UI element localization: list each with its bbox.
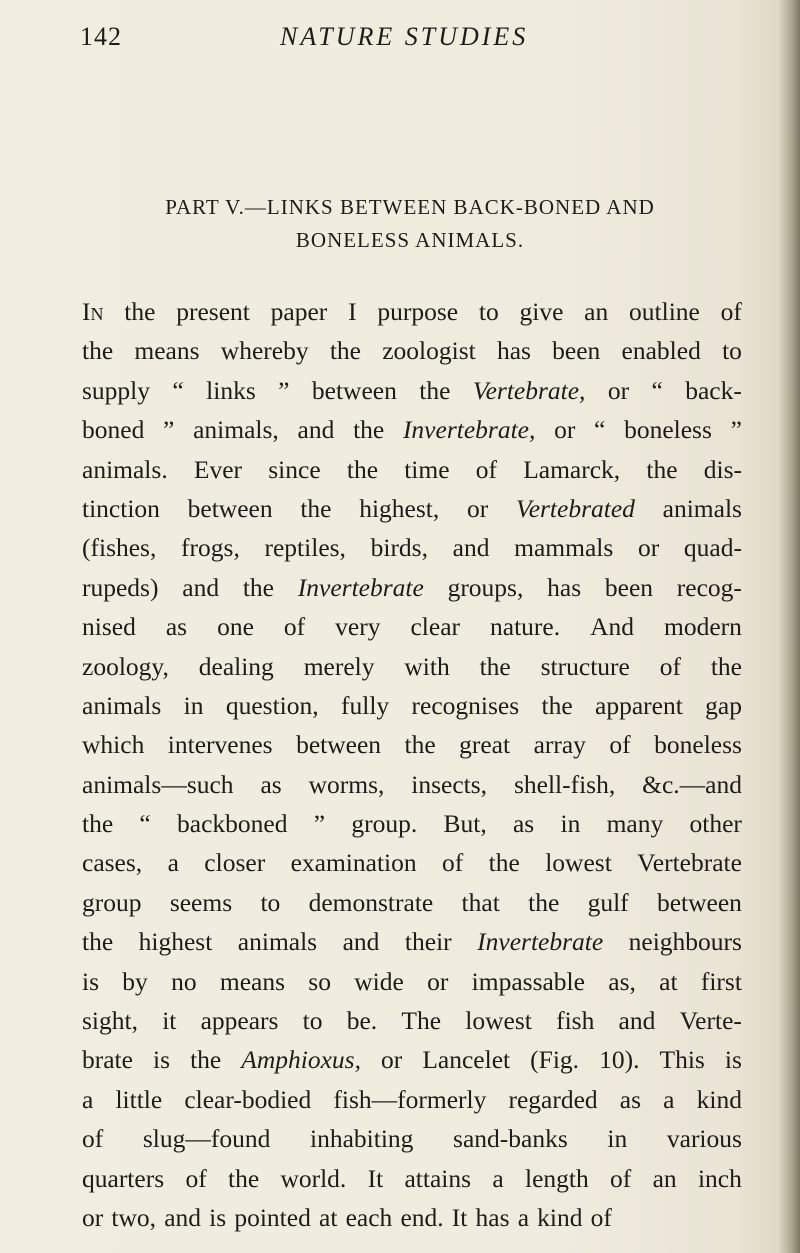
text-line: boned ” animals, and the Invertebrate, or “ boneless ”	[82, 415, 742, 445]
page-number: 142	[80, 22, 122, 51]
text-line: of slug—found inhabiting sand-banks in various	[82, 1124, 742, 1154]
running-title: NATURE STUDIES	[280, 22, 529, 51]
text-line: quarters of the world. It attains a length of an inch	[82, 1163, 742, 1193]
text-line: the highest animals and their Invertebrate neighbours	[82, 927, 742, 957]
body-paragraph	[82, 292, 742, 1237]
text-line: which intervenes between the great array of boneless	[82, 730, 742, 760]
text-line: or two, and is pointed at each end. It has a kind of	[82, 1202, 612, 1232]
text-line: tinction between the highest, or Vertebrated animals	[82, 493, 742, 523]
text-line: a little clear-bodied fish—formerly regarded as a kind	[82, 1084, 742, 1114]
text-line: sight, it appears to be. The lowest fish and Verte-	[82, 1006, 742, 1036]
text-line: cases, a closer examination of the lowest Vertebrate	[82, 848, 742, 878]
text-line: animals in question, fully recognises the apparent gap	[82, 690, 742, 720]
text-line: animals. Ever since the time of Lamarck, the dis-	[82, 454, 742, 484]
text-line: the means whereby the zoologist has been enabled to	[82, 336, 742, 366]
running-head	[80, 22, 720, 58]
text-line: the “ backboned ” group. But, as in many other	[82, 809, 742, 839]
text-line: rupeds) and the Invertebrate groups, has been recog-	[82, 572, 742, 602]
text-line: supply “ links ” between the Vertebrate, or “ back-	[82, 375, 742, 405]
text-line: is by no means so wide or impassable as, at first	[82, 966, 742, 996]
section-heading-line-1: PART V.—LINKS BETWEEN BACK-BONED AND	[165, 195, 655, 219]
section-heading-line-2: BONELESS ANIMALS.	[295, 228, 525, 252]
page-edge-shadow	[778, 0, 800, 1253]
text-line: animals—such as worms, insects, shell-fish, &c.—and	[82, 769, 742, 799]
text-line: brate is the Amphioxus, or Lancelet (Fig. 10). This is	[82, 1045, 742, 1075]
text-line: group seems to demonstrate that the gulf between	[82, 887, 742, 917]
section-heading	[60, 191, 760, 257]
text-line: zoology, dealing merely with the structure of the	[82, 651, 742, 681]
text-line: (fishes, frogs, reptiles, birds, and mammals or quad-	[82, 533, 742, 563]
text-line: In the present paper I purpose to give an outline of	[82, 297, 742, 326]
text-line: nised as one of very clear nature. And modern	[82, 612, 742, 642]
